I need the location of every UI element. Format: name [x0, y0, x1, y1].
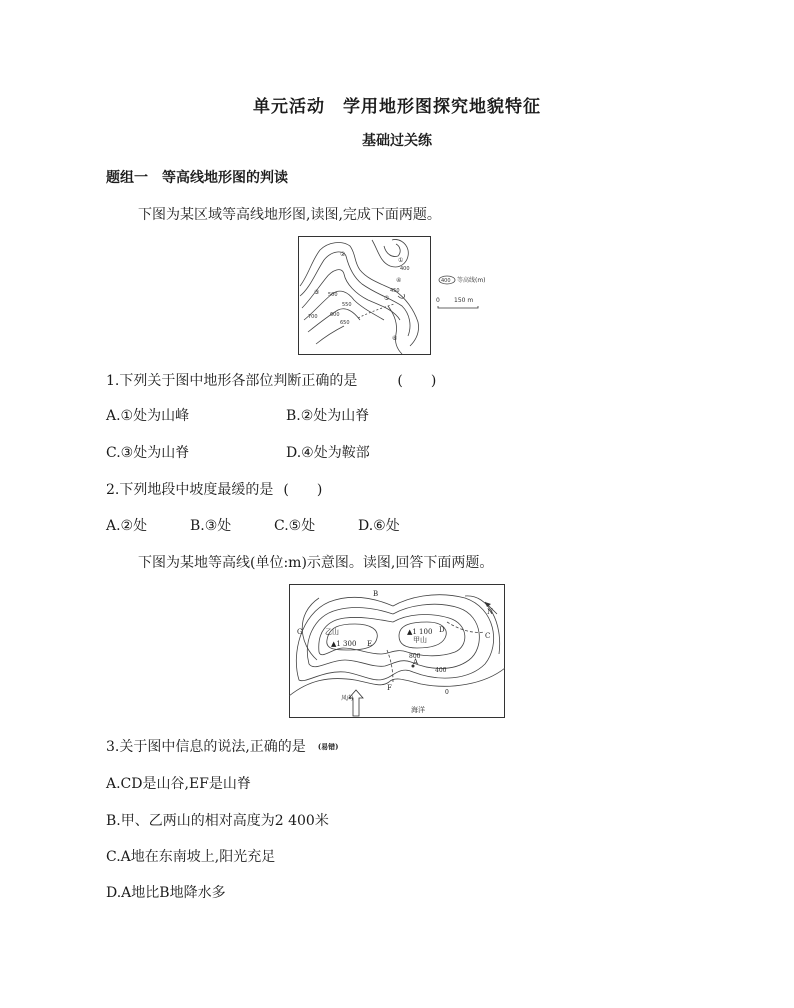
question-2: [106, 479, 322, 499]
q1-option-d: D.④处为鞍部: [286, 445, 370, 461]
q1-option-b: B.②处为山脊: [286, 408, 370, 424]
label-c4: ④: [396, 277, 402, 284]
question-1-answer-bracket: ( ): [397, 373, 437, 389]
intro-text-2: 下图为某地等高线(单位:m)示意图。读图,回答下面两题。: [138, 555, 494, 571]
point-a-label: A: [413, 658, 419, 666]
page-subtitle: 基础过关练: [362, 133, 432, 149]
scale-zero: 0: [436, 297, 440, 304]
question-3: [106, 736, 338, 756]
dashed-route: [358, 304, 394, 318]
page-title: 单元活动 学用地形图探究地貌特征: [253, 97, 541, 117]
scale-bar: [438, 306, 478, 308]
q2-option-b: B.③处: [190, 518, 232, 534]
q1-option-a: A.①处为山峰: [106, 408, 190, 424]
wind-arrow: [349, 690, 363, 716]
contour-800-label: 800: [409, 653, 421, 660]
q3-option-b: B.甲、乙两山的相对高度为2 400米: [106, 813, 329, 829]
q1-option-c: C.③处为山脊: [106, 445, 190, 461]
question-1: [106, 370, 436, 390]
contour-map-figure-2: [289, 584, 505, 718]
question-1-stem: 1.下列关于图中地形各部位判断正确的是: [106, 373, 358, 389]
label-c3: ③: [314, 289, 320, 296]
label-c5: ⑤: [384, 295, 390, 302]
contour-map-figure-1: [298, 236, 518, 356]
intro-text-1: 下图为某区域等高线地形图,读图,完成下面两题。: [138, 207, 441, 223]
label-650: 650: [340, 320, 350, 326]
label-600: 600: [330, 312, 340, 318]
label-c6: ⑥: [392, 335, 398, 342]
q2-option-d: D.⑥处: [358, 518, 400, 534]
point-e-label: E: [367, 640, 373, 648]
question-2-answer-bracket: ( ): [283, 482, 323, 498]
question-3-tag: (易错): [317, 742, 339, 751]
question-3-stem: 3.关于图中信息的说法,正确的是: [106, 739, 306, 755]
peak-jia-name: 甲山: [413, 636, 427, 644]
label-400: 400: [400, 266, 410, 272]
north-arrow-head: [485, 602, 491, 607]
north-label: N: [487, 608, 494, 616]
wind-label: 风向: [341, 695, 354, 702]
label-450: 450: [390, 288, 400, 294]
q3-option-c: C.A地在东南坡上,阳光充足: [106, 849, 276, 865]
label-c2: ②: [340, 251, 346, 258]
point-d-label: D: [439, 626, 445, 634]
sea-label: 海洋: [411, 706, 425, 714]
q3-option-a: A.CD是山谷,EF是山脊: [106, 776, 251, 792]
point-b-label: B: [373, 590, 379, 598]
q3-option-d: D.A地比B地降水多: [106, 885, 226, 901]
point-c-label: C: [485, 632, 491, 640]
q2-option-a: A.②处: [106, 518, 148, 534]
peak-yi-height: ▲1 300: [331, 640, 357, 648]
contour-0-label: 0: [445, 689, 449, 696]
label-500: 500: [328, 292, 338, 298]
point-f-label: F: [387, 684, 392, 692]
legend-contour-value: 400: [441, 278, 451, 284]
point-g-label: G: [297, 628, 303, 636]
line-cd: [447, 622, 485, 632]
contour-400-label: 400: [435, 667, 447, 674]
scale-text: 150 m: [454, 297, 474, 304]
peak-yi-name: 乙山: [325, 628, 339, 636]
legend-contour-text: 等高线(m): [457, 277, 486, 284]
q2-option-c: C.⑤处: [274, 518, 316, 534]
label-700: 700: [308, 314, 318, 320]
label-c1: ①: [398, 257, 404, 264]
label-550: 550: [342, 302, 352, 308]
contour-lines: [289, 595, 505, 696]
section-heading: 题组一 等高线地形图的判读: [106, 170, 288, 186]
question-2-stem: 2.下列地段中坡度最缓的是: [106, 482, 274, 498]
peak-jia-height: ▲1 100: [407, 628, 433, 636]
